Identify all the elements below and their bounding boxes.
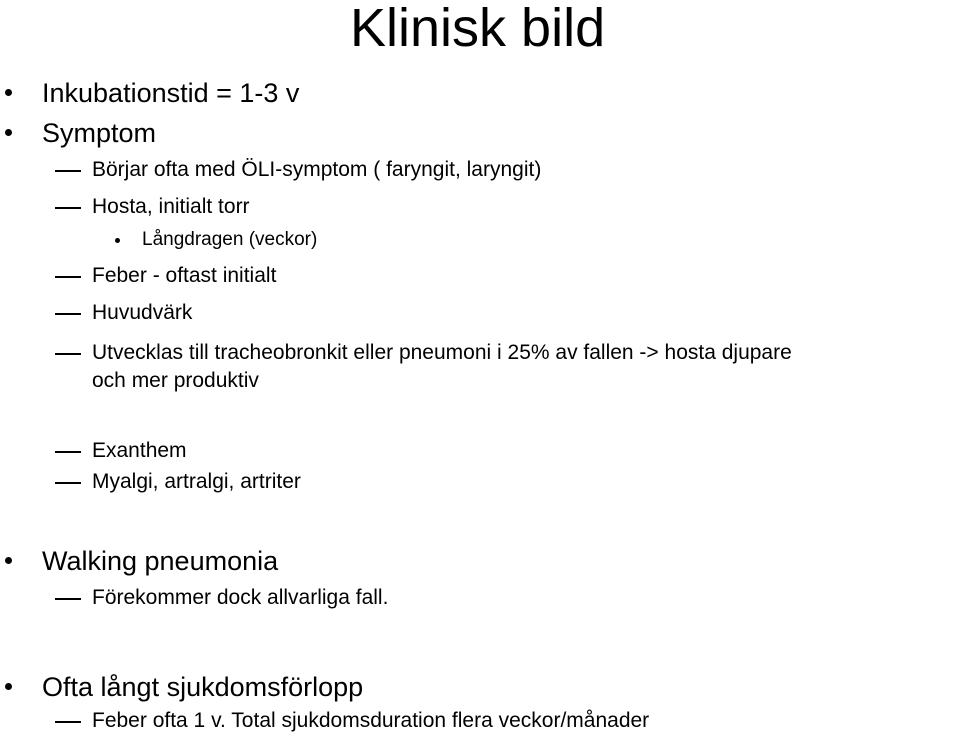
list-item-continuation: och mer produktiv: [92, 369, 259, 392]
list-item: Utvecklas till tracheobronkit eller pneumoni i 25% av fallen -> hosta djupare: [92, 341, 792, 364]
list-item: Långdragen (veckor): [142, 229, 318, 250]
slide-title: Klinisk bild: [350, 0, 606, 58]
list-item: Inkubationstid = 1-3 v: [42, 78, 300, 108]
list-item: Exanthem: [92, 439, 187, 462]
bullet-dot: [115, 238, 120, 243]
dash-marker: [55, 721, 81, 723]
bullet-dot: [5, 683, 12, 690]
list-item: Symptom: [42, 118, 157, 148]
dash-marker: [55, 276, 81, 278]
dash-marker: [55, 207, 81, 209]
bullet-dot: [5, 557, 12, 564]
dash-marker: [55, 313, 81, 315]
list-item: Walking pneumonia: [42, 546, 279, 576]
list-item: Myalgi, artralgi, artriter: [92, 470, 301, 493]
list-item: Förekommer dock allvarliga fall.: [92, 586, 389, 609]
dash-marker: [55, 598, 81, 600]
list-item: Feber - oftast initialt: [92, 264, 277, 287]
dash-marker: [55, 353, 81, 355]
dash-marker: [55, 451, 81, 453]
list-item: Ofta långt sjukdomsförlopp: [42, 672, 364, 702]
list-item: Feber ofta 1 v. Total sjukdomsduration flera veckor/månader: [92, 709, 650, 732]
bullet-dot: [5, 129, 12, 136]
dash-marker: [55, 482, 81, 484]
dash-marker: [55, 170, 81, 172]
list-item: Hosta, initialt torr: [92, 195, 250, 218]
list-item: Börjar ofta med ÖLI-symptom ( faryngit, laryngit): [92, 158, 542, 181]
bullet-dot: [5, 89, 12, 96]
list-item: Huvudvärk: [92, 301, 193, 324]
